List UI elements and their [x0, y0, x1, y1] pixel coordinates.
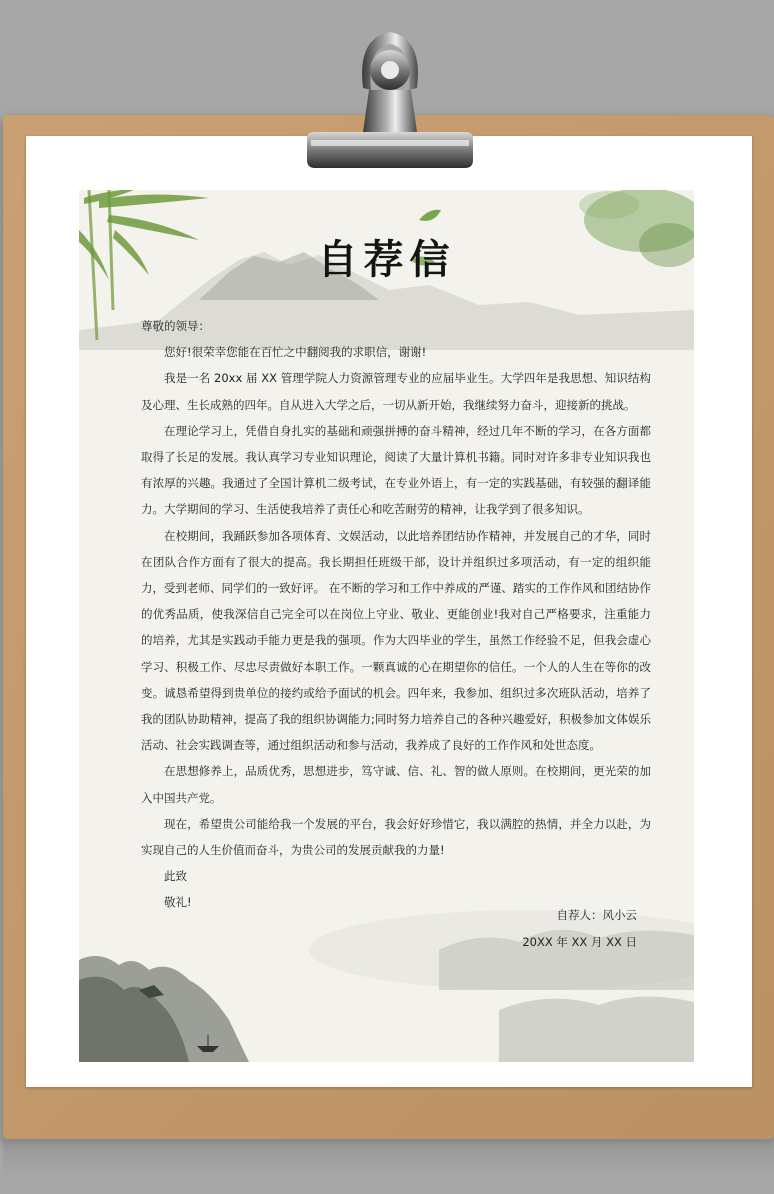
- signer-name: 自荐人：风小云: [556, 908, 637, 922]
- board-shadow: [3, 1139, 774, 1179]
- letter-date: 20XX 年 XX 月 XX 日: [522, 935, 637, 949]
- letter-paper: [79, 190, 694, 1062]
- paragraph-3: 在理论学习上，凭借自身扎实的基础和顽强拼搏的奋斗精神，经过几年不断的学习，在各方面都取得了长足的发展。我认真学习专业知识理论，阅读了大量计算机书籍。同时对许多非专业知识我也有浓厚的兴趣。我通过了全国计算机二级考试，在专业外语上，有一定的实践基础，有较强的翻译能力。大学期间的学习、生活使我培养了责任心和吃苦耐劳的精神，让我学到了很多知识。: [141, 423, 651, 517]
- salutation: 尊敬的领导：: [141, 319, 210, 333]
- paragraph-5: 在思想修养上，品质优秀，思想进步，笃守诚、信、礼、智的做人原则。在校期间，更光荣的加入中国共产党。: [141, 764, 651, 805]
- paragraph-4: 在校期间，我踊跃参加各项体育、文娱活动，以此培养团结协作精神，并发展自己的才华，同时在团队合作方面有了很大的提高。我长期担任班级干部，设计并组织过多项活动，有一定的组织能力，受到老师、同学们的一致好评。 在不断的学习和工作中养成的严谨、踏实的工作作风和团结协作的优秀品质，使我深信自己完全可以在岗位上守业、敬业、更能创业!我对自己严格要求，注重能力的培养，尤其是实践动手能力更是我的强项。作为大四毕业的学生，虽然工作经验不足，但我会虚心学习、积极工作、尽忠尽责做好本职工作。一颗真诚的心在期望你的信任。一个人的人生在等你的改变。诚恳希望得到贵单位的接约或给予面试的机会。四年来，我参加、组织过多次班队活动，培养了我的团队协助精神，提高了我的组织协调能力;同时努力培养自己的各种兴趣爱好，积极参加文体娱乐活动、社会实践调查等，通过组织活动和参与活动，我养成了良好的工作作风和处世态度。: [141, 528, 651, 753]
- paragraph-6: 现在，希望贵公司能给我一个发展的平台，我会好好珍惜它，我以满腔的热情，并全力以赴，为实现自己的人生价值而奋斗，为贵公司的发展贡献我的力量!: [141, 816, 651, 858]
- binder-clip-icon: [305, 28, 475, 178]
- letter-title: 自荐信: [317, 236, 456, 283]
- paragraph-2: 我是一名 20xx 届 XX 管理学院人力资源管理专业的应届毕业生。大学四年是我思想、知识结构及心理、生长成熟的四年。自从进入大学之后，一切从新开始，我继续努力奋斗，迎接新的挑战。: [141, 371, 651, 412]
- paragraph-1: 您好!很荣幸您能在百忙之中翻阅我的求职信，谢谢!: [164, 345, 427, 360]
- letter-body: [141, 313, 651, 916]
- closing-line-2: 敬礼!: [164, 895, 192, 910]
- closing-line-1: 此致: [164, 869, 187, 884]
